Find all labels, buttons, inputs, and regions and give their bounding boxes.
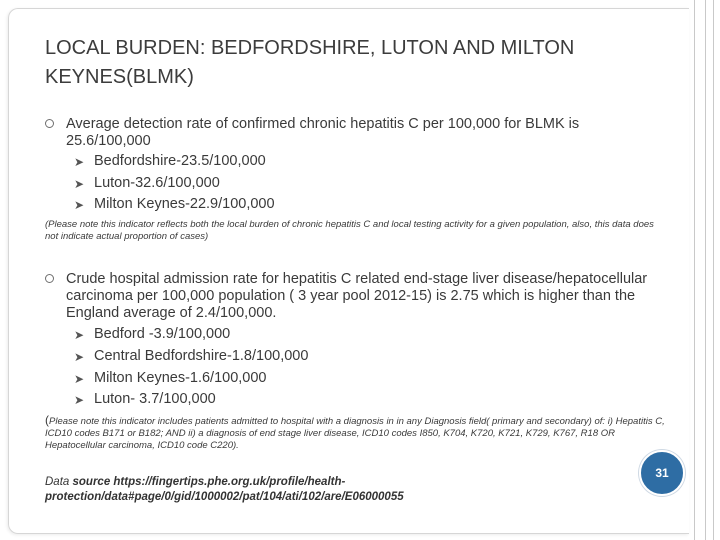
sub-item-milton-keynes: [74, 370, 267, 387]
note-detection-rate: (Please note this indicator reflects both the local burden of chronic hepatitis C and local testing activity for a given population, also, this data does not indicate actual proportion of cases): [45, 219, 654, 242]
sub-item-central-bedfordshire: [74, 348, 308, 365]
bullet-text: Crude hospital admission rate for hepatitis C related end-stage liver disease/hepatocellular carcinoma per 100,000 population ( 3 year pool 2012-15) is 2.75 which is higher than the England average of 2.4/100,000.: [66, 271, 648, 321]
bullet-admission-rate: [45, 271, 656, 322]
sub-item-text: Luton- 3.7/100,000: [94, 391, 216, 407]
divider-line: [713, 0, 714, 540]
note-admission-rate: [45, 414, 665, 452]
arrow-bullet-icon: ➤: [74, 393, 85, 407]
sub-item-text: Central Bedfordshire-1.8/100,000: [94, 348, 309, 364]
divider-line: [705, 0, 706, 540]
bullet-text: Average detection rate of confirmed chronic hepatitis C per 100,000 for BLMK is 25.6/100,000: [66, 116, 580, 149]
note-paren: (: [45, 413, 49, 427]
arrow-bullet-icon: ➤: [74, 372, 85, 386]
page-number-badge: 31: [639, 450, 685, 496]
sub-item-text: Luton-32.6/100,000: [94, 175, 220, 191]
source-link-text: source https://fingertips.phe.org.uk/profile/health-protection/data#page/0/gid/1000002/pat/104/ati/102/are/E06000055: [45, 476, 404, 503]
sub-item-text: Milton Keynes-22.9/100,000: [94, 196, 275, 212]
bullet-detection-rate: [45, 116, 656, 150]
source-label: Data: [45, 476, 73, 488]
sub-item-text: Bedfordshire-23.5/100,000: [94, 153, 266, 169]
circle-bullet-icon: [45, 119, 54, 128]
arrow-bullet-icon: ➤: [74, 198, 85, 212]
sub-item-luton: [74, 391, 216, 408]
arrow-bullet-icon: ➤: [74, 155, 85, 169]
slide-title: LOCAL BURDEN: BEDFORDSHIRE, LUTON AND MILTON KEYNES(BLMK): [45, 37, 575, 88]
circle-bullet-icon: [45, 274, 54, 283]
divider-line: [694, 0, 695, 540]
arrow-bullet-icon: ➤: [74, 177, 85, 191]
sub-item-text: Bedford -3.9/100,000: [94, 326, 231, 342]
sub-item-luton: [74, 175, 220, 192]
data-source: [45, 475, 605, 505]
arrow-bullet-icon: ➤: [74, 328, 85, 342]
sub-item-bedfordshire: [74, 153, 266, 170]
sub-item-milton-keynes: [74, 196, 275, 213]
note-text: Please note this indicator includes patients admitted to hospital with a diagnosis in in any Diagnosis field( primary and secondary) of: i) Hepatitis C, ICD10 codes B171 or B182; AND ii) a diagnosis of end stage liver disease, ICD10 codes I850, K704, K720, K721, K729, K767, R18 OR Hepatocellular carcinoma, ICD10 code C220).: [45, 416, 665, 451]
arrow-bullet-icon: ➤: [74, 350, 85, 364]
sub-item-text: Milton Keynes-1.6/100,000: [94, 370, 267, 386]
sub-item-bedford: [74, 326, 230, 343]
